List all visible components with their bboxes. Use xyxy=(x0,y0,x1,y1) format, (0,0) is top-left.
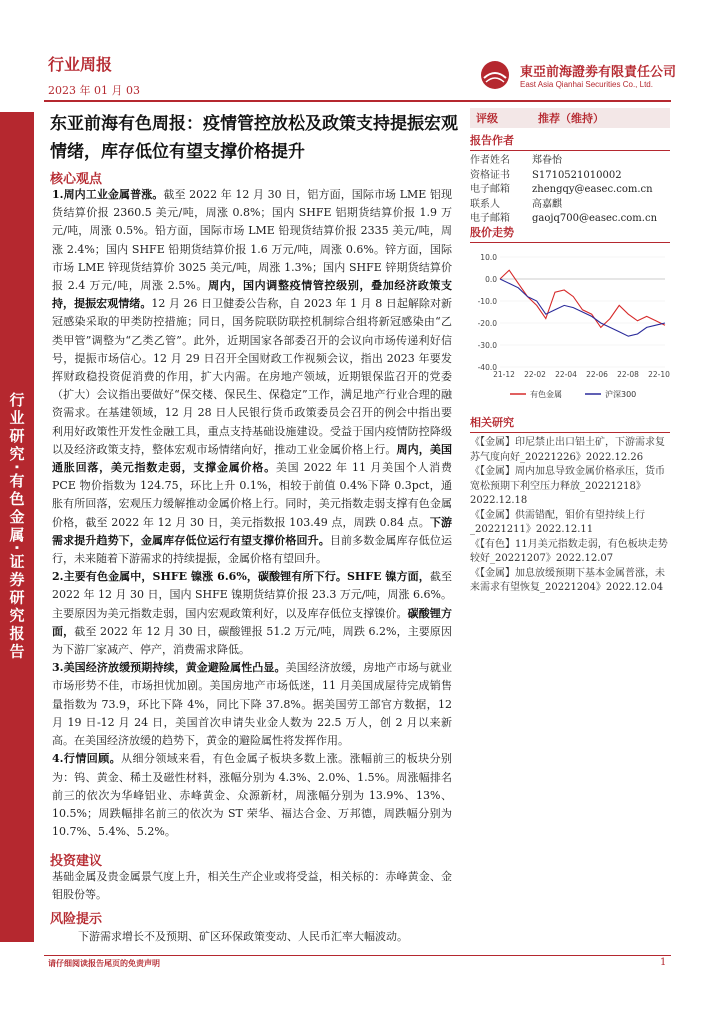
footer-divider xyxy=(44,955,671,956)
side-label: 行业研究·有色金属·证券研究报告 xyxy=(7,392,26,662)
author-rows xyxy=(470,154,670,227)
x-tick-label: 22-04 xyxy=(555,370,577,379)
disclaimer-note: 请仔细阅读报告尾页的免责声明 xyxy=(48,958,160,968)
p1-b-head: 周内，国内调整疫情管控级别，叠加经济政策支持，提振宏观情绪。 xyxy=(52,279,453,311)
p2-b-head: 碳酸锂方面， xyxy=(52,606,452,638)
rating-label: 评级 xyxy=(476,112,498,125)
company-name-en: East Asia Qianhai Securities Co., Ltd. xyxy=(520,80,653,89)
x-tick-label: 22-10 xyxy=(648,370,670,379)
paragraph-2 xyxy=(52,568,452,659)
series-line-csi300 xyxy=(500,279,665,336)
x-tick-label: 22-06 xyxy=(586,370,608,379)
author-row: 联系人 高嘉麒 xyxy=(470,198,562,210)
related-item[interactable]: 《【有色】11月美元指数走弱，有色板块走势较好_20221207》2022.12.07 xyxy=(470,538,668,564)
y-tick-label: 0.0 xyxy=(485,275,497,284)
p3-a: 美国经济放缓，房地产市场与就业市场形势不佳，市场担忧加剧。美国房地产市场低迷，11 月美国成屋待完成销售量指数为 73.9，环比下降 4%，同比下降 37.8%。据美国劳工部官方数据，12 月 19 日-12 月 24 日，美国首次申请失业金人数为 22.5 万人，创 2 月以来新高。在美国经济放缓的趋势下，黄金的避险属性将发挥作用。 xyxy=(52,661,452,748)
paragraph-4 xyxy=(52,750,452,841)
p1-head: 1.周内工业金属普涨。 xyxy=(52,188,164,201)
p1-d-head: 周内，美国通胀回落，美元指数走弱，支撑金属价格。 xyxy=(52,442,453,475)
invest-heading: 投资建议 xyxy=(50,854,103,869)
core-body xyxy=(52,186,452,841)
x-tick-label: 22-08 xyxy=(617,370,639,379)
p2-c: 截至 2022 年 12 月 30 日，碳酸锂报 51.2 万元/吨，周跌 6.2%，主要原因为下游厂家减产、停产，消费需求降低。 xyxy=(52,624,453,657)
author-row: 作者姓名 郑眷怡 xyxy=(470,155,562,166)
related-item[interactable]: 《【金属】加息放缓预期下基本金属普涨，未来需求有望恢复_20221204》2022.12.04 xyxy=(470,567,665,593)
company-logo xyxy=(478,58,676,92)
paragraph-1 xyxy=(52,186,452,568)
y-tick-label: -20.0 xyxy=(477,319,497,328)
authors-block xyxy=(470,132,670,227)
related-block xyxy=(470,414,670,596)
p4-head: 4.行情回顾。 xyxy=(52,752,122,766)
y-tick-label: -10.0 xyxy=(477,297,497,306)
logo-mark-icon xyxy=(478,58,512,92)
related-heading: 相关研究 xyxy=(470,414,670,433)
invest-text: 基础金属及贵金属景气度上升，相关生产企业或将受益，相关标的：赤峰黄金、金钼股份等。 xyxy=(52,870,452,902)
p1-g: 目前多数金属库存低位运行，未来随着下游需求的持续提振，金属价格有望回升。 xyxy=(52,533,453,566)
x-tick-label: 21-12 xyxy=(493,370,515,379)
p1-c: 12 月 26 日卫健委公告称，自 2023 年 1 月 8 日起解除对新冠感染采取的甲类防控措施；同日，国务院联防联控机制综合组将新冠感染由“乙类甲管”调整为“乙类乙管”。此外，近期国家各部委召开的会议向市场传递利好信号，提振市场信心。12 月 29 日召开全国财政工作视频会议，指出 2023 年要发挥财政稳投资促消费的作用，扩大内需。在房地产领域，近期银保监召开的党委（扩大）会议指出要做好“保交楼、保民生、保稳定”工作，满足地产行业合理的融资需求。在基建领域，12 月 28 日人民银行货币政策委员会召开的例会中指出要利用好政策性开发性金融工具，重点支持基础设施建设。受益于国内疫情防控降级以及经济政策支持，整体宏观市场情绪向好，推动工业金属价格上行。 xyxy=(52,297,452,456)
report-title: 东亚前海有色周报：疫情管控放松及政策支持提振宏观情绪，库存低位有望支撑价格提升 xyxy=(50,114,458,162)
author-row: 电子邮箱 gaojq700@easec.com.cn xyxy=(470,213,658,224)
core-heading: 核心观点 xyxy=(50,172,103,187)
x-tick-label: 22-02 xyxy=(524,370,546,379)
p2-head: 2.主要有色金属中，SHFE 镍涨 6.6%，碳酸锂有所下行。SHFE 镍方面， xyxy=(52,570,430,584)
rating-bar xyxy=(470,108,670,128)
report-type: 行业周报 xyxy=(48,55,113,74)
p3-head: 3.美国经济放缓预期持续，黄金避险属性凸显。 xyxy=(52,661,286,675)
related-item[interactable]: 《【金属】供需错配，钼价有望持续上行_20221211》2022.12.11 xyxy=(470,509,645,535)
author-row: 资格证书 S1710521010002 xyxy=(470,169,622,181)
related-item[interactable]: 《【金属】周内加息导致金属价格承压，货币宽松预期下利空压力释放_20221218》2022.12.18 xyxy=(470,466,665,506)
risk-text: 下游需求增长不及预期、矿区环保政策变动、人民币汇率大幅波动。 xyxy=(78,930,408,943)
stock-chart-block xyxy=(470,224,670,410)
legend-label: 沪深300 xyxy=(605,390,637,399)
header-divider xyxy=(44,100,671,102)
related-item[interactable]: 《【金属】印尼禁止出口铝土矿，下游需求复苏气度向好_20221226》2022.12.26 xyxy=(470,437,665,463)
company-name-cn: 東亞前海證劵有限責任公司 xyxy=(520,65,677,80)
p1-a: 截至 2022 年 12 月 30 日，铝方面，国际市场 LME 铝现货结算价报 2360.5 美元/吨，周涨 0.8%；国内 SHFE 铝期货结算价报 1.9 万元/吨，周涨 0.5%。铅方面，国际市场 LME 铅现货结算价报 2335 美元/吨，周涨 2.4%；国内 SHFE 铅期货结算价报 1.6 万元/吨，周涨 0.6%。锌方面，国际市场 LME 锌现货结算价 3025 美元/吨，周涨 1.3%；国内 SHFE 锌期货结算价报 2.4 万元/吨，周涨 2.5%。 xyxy=(52,188,453,293)
p4-a: 从细分领域来看，有色金属子板块多数上涨。涨幅前三的板块分别为：钨、黄金、稀土及磁性材料，涨幅分别为 4.3%、2.0%、1.5%。周涨幅排名前三的依次为华峰铝业、赤峰黄金、众源新材，周涨幅分别为 13.9%、13%、10.5%；周跌幅排名前三的依次为 ST 荣华、福达合金、万邦德，周跌幅分别为 10.7%、5.4%、5.2%。 xyxy=(52,752,452,839)
p2-a: 截至 2022 年 12 月 30 日，国内 SHFE 镍期货结算价报 23.3 万元/吨，周涨 6.6%。主要原因为美元指数走弱，国内宏观政策利好，以及库存低位支撑镍价。 xyxy=(52,570,453,620)
side-label-bar xyxy=(0,112,34,942)
stock-chart-heading: 股价走势 xyxy=(470,224,670,243)
p1-f-head: 下游需求提升趋势下，金属库存低位运行有望支撑价格回升。 xyxy=(52,515,453,547)
rating-value: 推荐（维持） xyxy=(538,112,604,125)
author-row: 电子邮箱 zhengqy@easec.com.cn xyxy=(470,184,653,195)
y-tick-label: -40.0 xyxy=(477,363,497,372)
legend-label: 有色金属 xyxy=(530,390,562,399)
risk-heading: 风险提示 xyxy=(50,912,103,927)
y-tick-label: -30.0 xyxy=(477,341,497,350)
authors-heading: 报告作者 xyxy=(470,132,670,151)
y-tick-label: 10.0 xyxy=(480,253,497,262)
page-number: 1 xyxy=(660,957,667,968)
paragraph-3 xyxy=(52,659,452,750)
p1-e: 美国 2022 年 11 月美国个人消费 PCE 物价指数为 124.75，环比上升 0.1%，相较于前值 0.4%下降 0.3pct，通胀有所回落，宏观压力缓解推动金属价格上行。同时，美元指数走弱支撑有色金属价格，截至 2022 年 12 月 30 日，美元指数报 103.49 点，周跌 0.84 点。 xyxy=(52,461,452,529)
report-date: 2023 年 01 月 03 xyxy=(48,84,140,97)
stock-chart xyxy=(470,247,670,407)
